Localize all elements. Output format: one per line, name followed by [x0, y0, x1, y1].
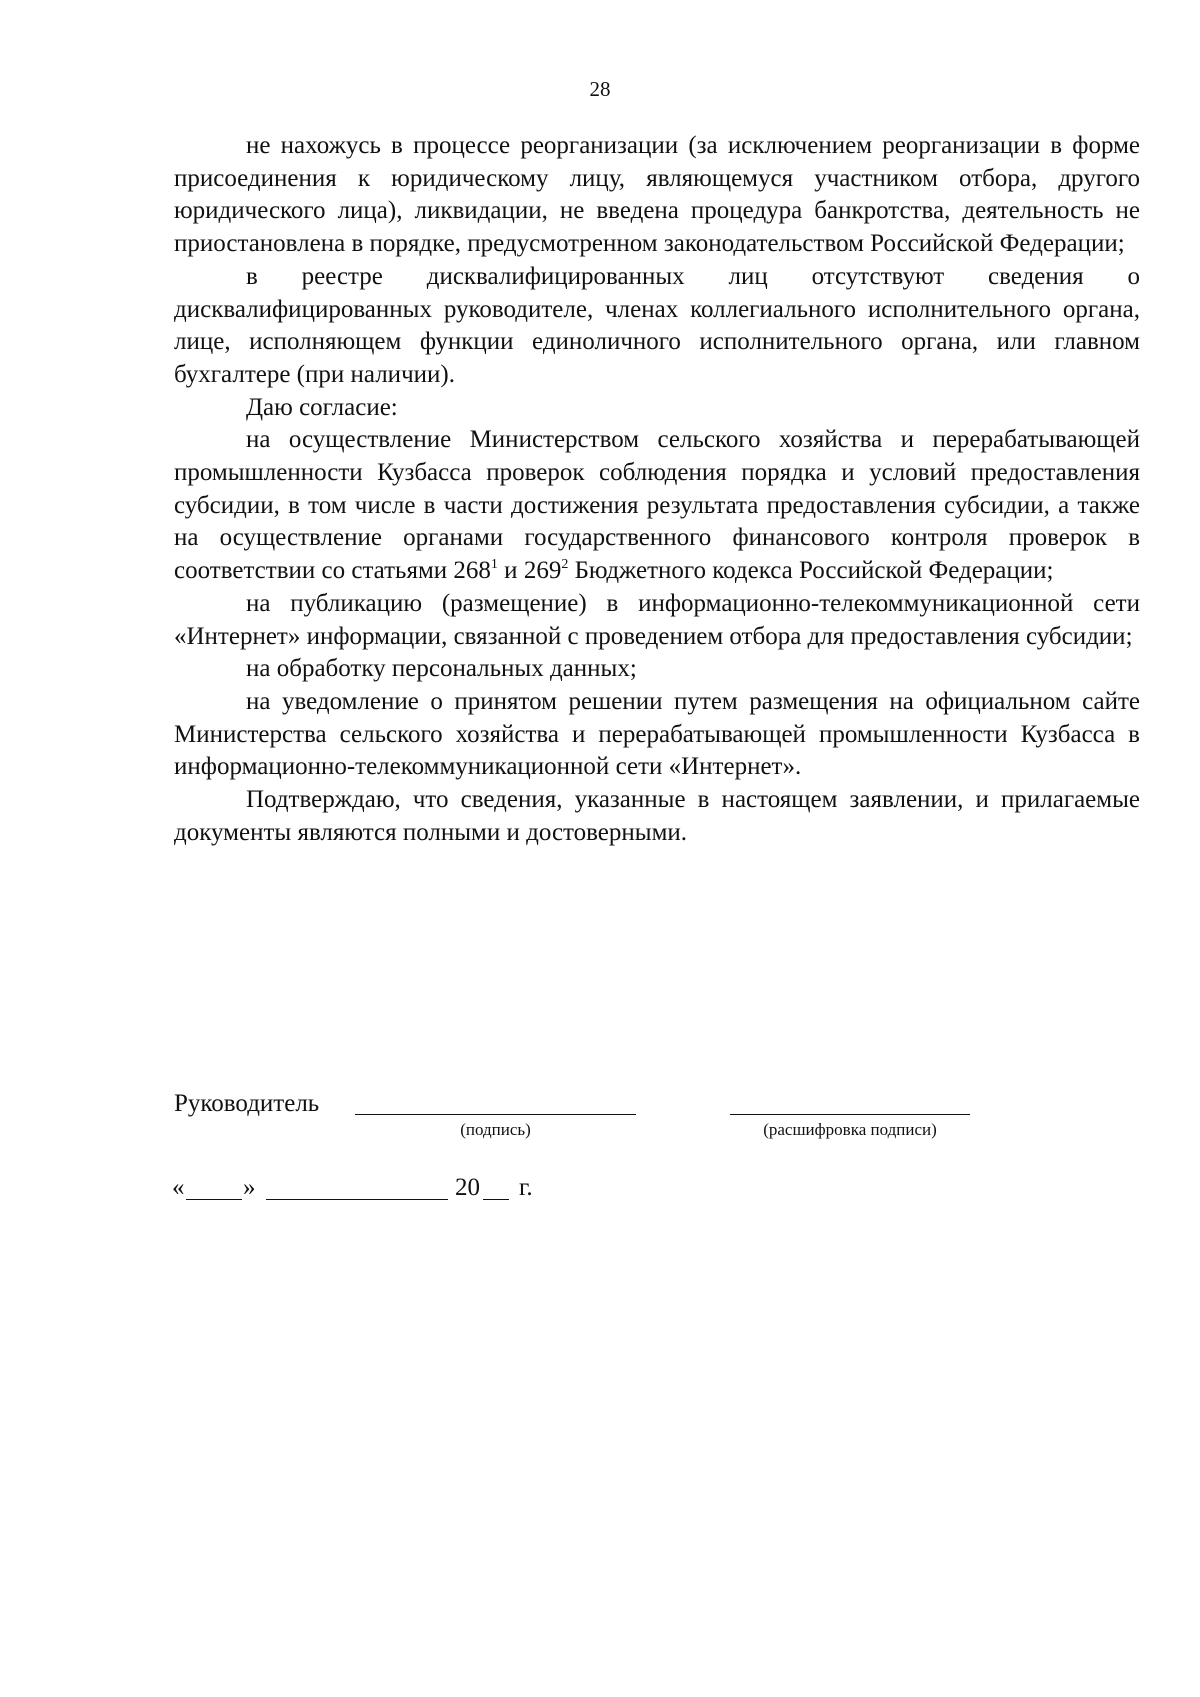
paragraph-disqualified-registry: в реестре дисквалифицированных лиц отсутствуют сведения о дисквалифицированных руководителе, членах коллегиального исполнительного органа, лице, исполняющем функции единоличного исполнительного органа, или главном бухгалтере (при наличии).: [174, 262, 1140, 388]
date-year-suffix: г.: [519, 1174, 533, 1201]
document-body: [174, 130, 1140, 849]
signature-decoding-line: [730, 1114, 970, 1115]
signature-role-label: Руководитель: [174, 1090, 320, 1117]
conjunction-and: и: [497, 557, 524, 585]
article-268: 268: [453, 557, 491, 585]
date-year-line: [483, 1199, 509, 1200]
paragraph-confirmation: Подтверждаю, что сведения, указанные в настоящем заявлении, и прилагаемые документы являются полными и достоверными.: [174, 786, 1140, 846]
consent-inspections-text: на осуществление Министерством сельского хозяйства и перерабатывающей промышленности Кузбасса проверок соблюдения порядка и условий предоставления субсидии, в том числе в части достижения результата предоставления субсидии, а также на осуществление органами государственного финансового контроля проверок в соответствии со статьями: [174, 426, 1140, 585]
signature-caption: (подпись): [460, 1120, 531, 1139]
article-269: 269: [523, 557, 562, 585]
date-month-line: [266, 1199, 448, 1200]
article-269-superscript: 2: [561, 556, 569, 572]
signature-line: [355, 1114, 636, 1115]
date-day-line: [186, 1199, 242, 1200]
date-close-quote: »: [243, 1174, 256, 1201]
article-268-superscript: 1: [490, 556, 498, 572]
budget-code-text: Бюджетного кодекса Российской Федерации;: [568, 557, 1054, 585]
page-number: 28: [589, 77, 611, 101]
paragraph-reorganization: не нахожусь в процессе реорганизации (за исключением реорганизации в форме присоединения к юридическому лицу, являющемуся участником отбора, другого юридического лица), ликвидации, не введена процедура банкротства, деятельность не приостановлена в порядке, предусмотренном законодательством Российской Федерации;: [174, 132, 1140, 258]
paragraph-consent-personal-data: на обработку персональных данных;: [246, 655, 637, 683]
paragraph-consent-inspections: [174, 424, 1140, 588]
signature-decoding-caption: (расшифровка подписи): [763, 1120, 937, 1139]
paragraph-consent-heading: Даю согласие:: [246, 393, 398, 421]
paragraph-consent-notification: на уведомление о принятом решении путем размещения на официальном сайте Министерства сельского хозяйства и перерабатывающей промышленности Кузбасса в информационно-телекоммуникационной сети «Интернет».: [174, 687, 1140, 781]
paragraph-consent-publication: на публикацию (размещение) в информационно-телекоммуникационной сети «Интернет» информации, связанной с проведением отбора для предоставления субсидии;: [174, 589, 1140, 650]
date-open-quote: «: [172, 1174, 185, 1201]
date-year-prefix: 20: [455, 1174, 480, 1201]
